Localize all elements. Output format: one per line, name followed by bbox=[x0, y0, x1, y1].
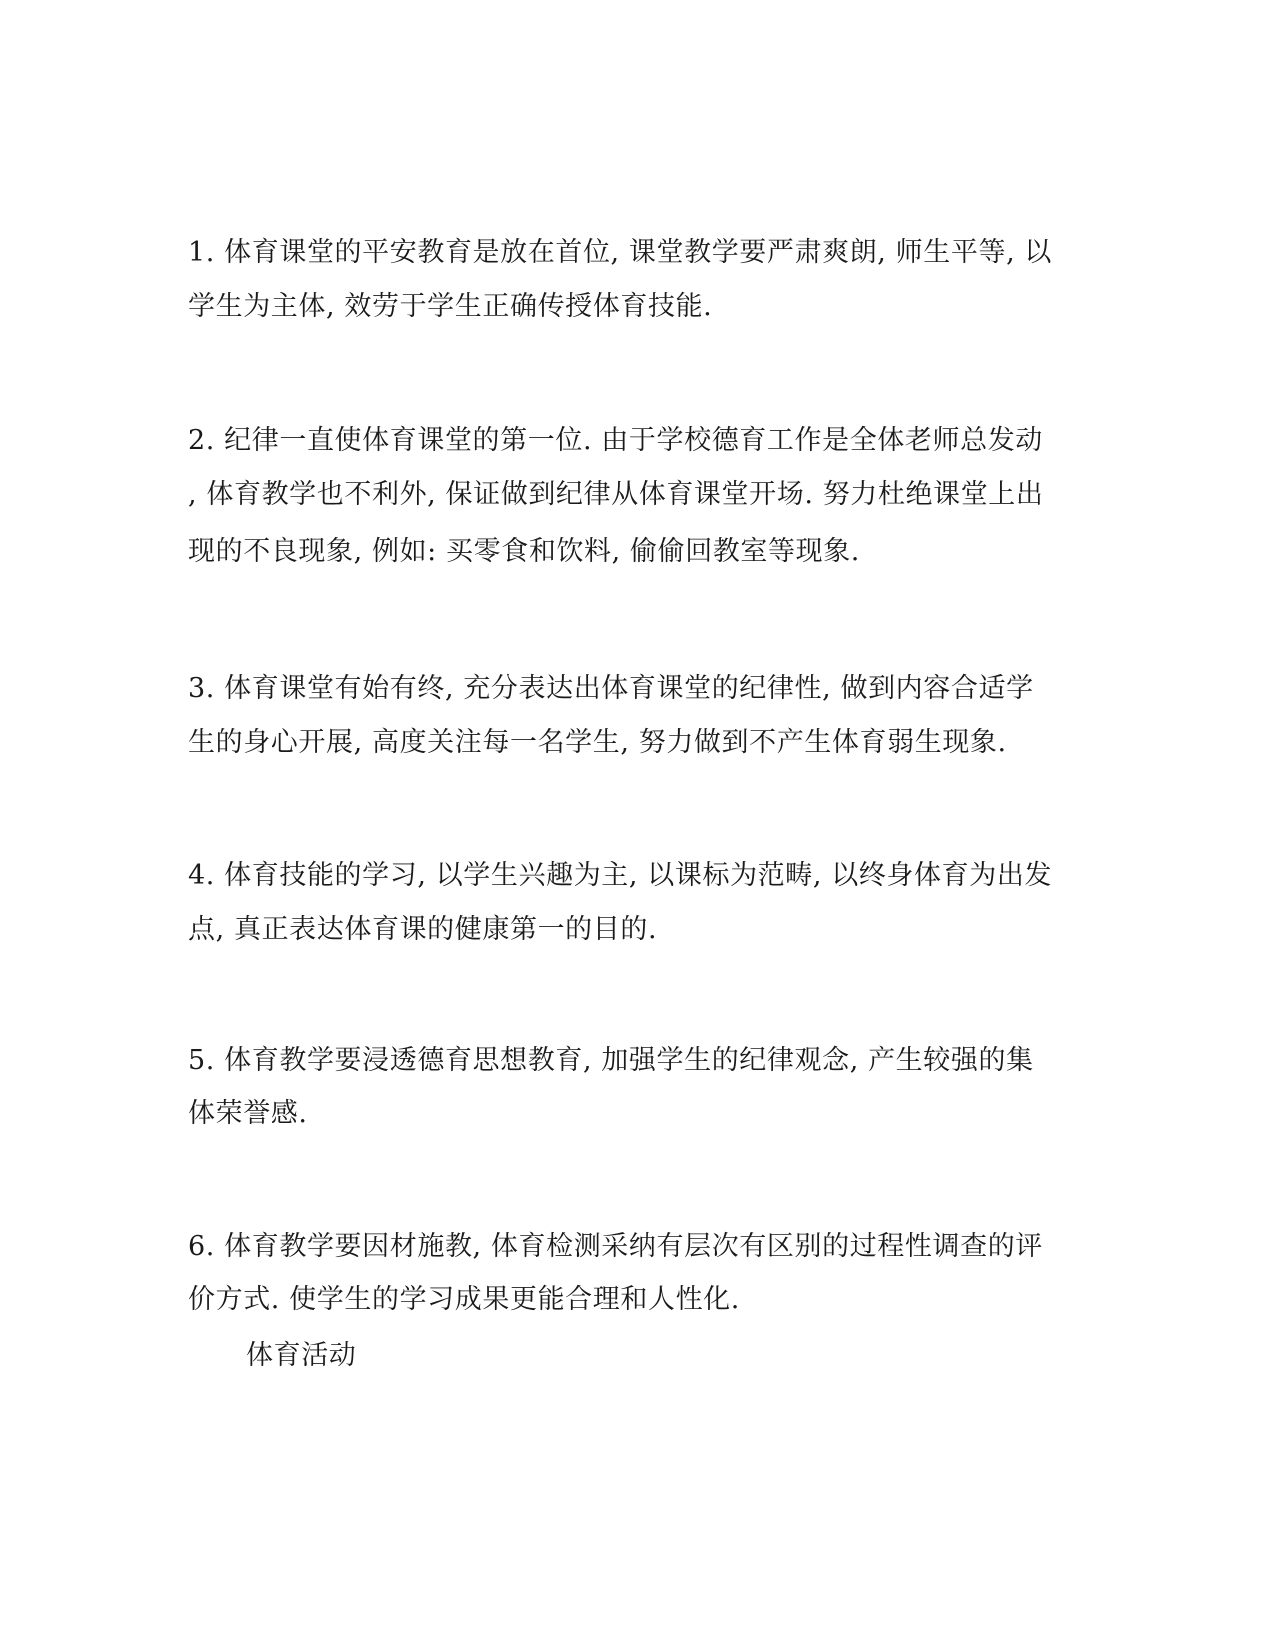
section-heading: 体育活动 bbox=[246, 1340, 357, 1371]
paragraph-line: 生的身心开展, 高度关注每一名学生, 努力做到不产生体育弱生现象. bbox=[188, 727, 1007, 758]
paragraph-line: 1. 体育课堂的平安教育是放在首位, 课堂教学要严肃爽朗, 师生平等, 以 bbox=[188, 237, 1053, 268]
paragraph-line: 学生为主体, 效劳于学生正确传授体育技能. bbox=[188, 291, 713, 322]
paragraph-line: 4. 体育技能的学习, 以学生兴趣为主, 以课标为范畴, 以终身体育为出发 bbox=[188, 860, 1053, 891]
paragraph-line: 现的不良现象, 例如: 买零食和饮料, 偷偷回教室等现象. bbox=[188, 536, 860, 567]
paragraph-line: 6. 体育教学要因材施教, 体育检测采纳有层次有区别的过程性调查的评 bbox=[188, 1231, 1043, 1262]
paragraph-line: 价方式. 使学生的学习成果更能合理和人性化. bbox=[188, 1284, 740, 1315]
paragraph-line: 3. 体育课堂有始有终, 充分表达出体育课堂的纪律性, 做到内容合适学 bbox=[188, 673, 1034, 704]
paragraph-line: , 体育教学也不利外, 保证做到纪律从体育课堂开场. 努力杜绝课堂上出 bbox=[188, 479, 1044, 510]
paragraph-line: 体荣誉感. bbox=[188, 1098, 308, 1129]
paragraph-line: 点, 真正表达体育课的健康第一的目的. bbox=[188, 914, 658, 945]
paragraph-line: 2. 纪律一直使体育课堂的第一位. 由于学校德育工作是全体老师总发动 bbox=[188, 425, 1043, 456]
paragraph-line: 5. 体育教学要浸透德育思想教育, 加强学生的纪律观念, 产生较强的集 bbox=[188, 1045, 1034, 1076]
